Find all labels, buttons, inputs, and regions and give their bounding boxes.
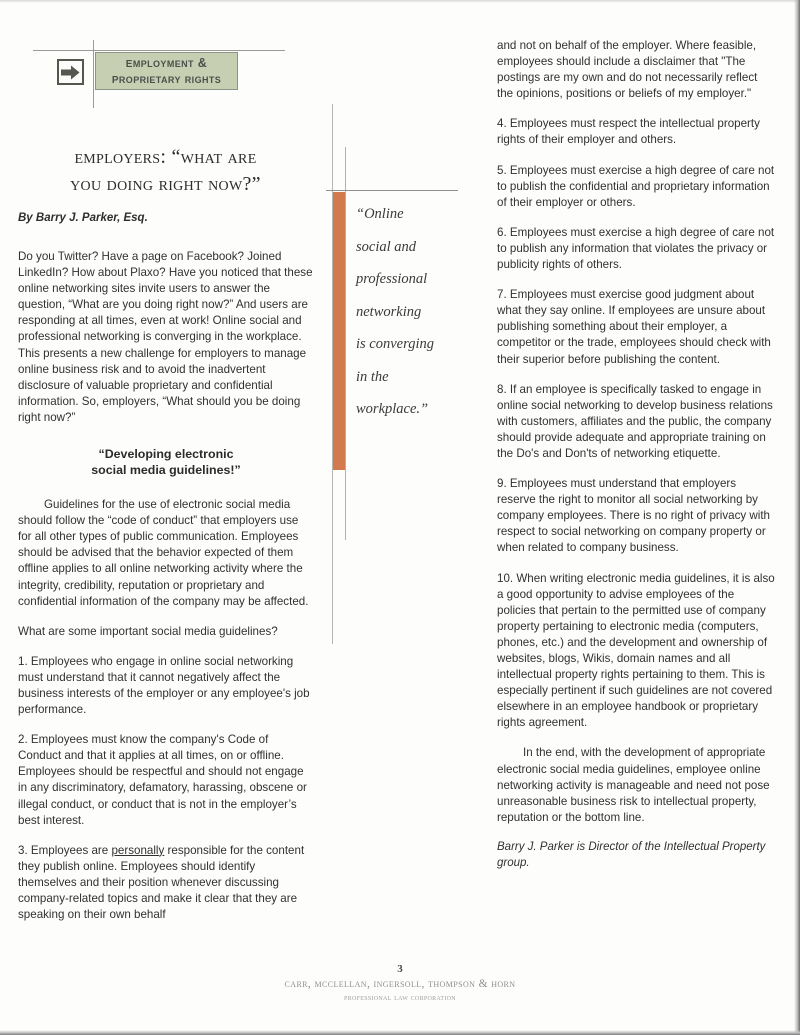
scan-edge-right	[794, 0, 800, 1035]
pull-quote-line: “Online	[356, 206, 404, 222]
firm-subtitle: professional law corporation	[344, 992, 456, 1002]
guideline-item-10: 10. When writing electronic media guidelines, it is also a good opportunity to advise employees of the policies that pertain to the permitted use of company property pertaining to electronic media (computers, phones, etc.) and the development and ownership of websites, blogs, Wikis, domain names and all intellectual property rights pertaining to them. This is especially pertinent if such guidelines are not covered elsewhere in an employee handbook or proprietary rights agreement.	[497, 571, 775, 730]
pull-quote-line: social and	[356, 238, 417, 255]
author-bio: Barry J. Parker is Director of the Intellectual Property group.	[497, 840, 766, 869]
pull-quote-line: is converging	[356, 336, 434, 352]
scan-edge-bottom	[0, 1030, 800, 1035]
scan-edge-top	[0, 0, 800, 3]
right-column	[497, 38, 775, 885]
section-subheading	[18, 446, 314, 478]
guideline-item-6: 6. Employees must exercise a high degree of care not to publish any information that violates the privacy or publicity rights of others.	[497, 225, 775, 272]
section-flag-line-2: proprietary rights	[111, 71, 222, 87]
guideline-item-9: 9. Employees must understand that employers reserve the right to monitor all social networking by company employees. There is no right of privacy with respect to social networking on company property or when related to company business.	[497, 477, 771, 555]
section-flag	[95, 52, 238, 90]
guideline-item-8: 8. If an employee is specifically tasked to engage in online social networking to develop business relations with customers, affiliates and the public, the company should provide adequate and appropriate training on the Do's and Don'ts of networking etiquette.	[497, 382, 773, 460]
guideline-item-1: 1. Employees who engage in online social networking must understand that it cannot negatively affect the business interests of the employer or any employee's job performance.	[18, 654, 310, 717]
guideline-item-5: 5. Employees must exercise a high degree of care not to publish the confidential and proprietary information of their employer or others.	[497, 163, 775, 209]
subheading-line-1: “Developing electronic	[98, 447, 234, 462]
guidelines-question: What are some important social media guidelines?	[18, 624, 278, 638]
right-arrow-icon	[57, 59, 84, 85]
article-byline: By Barry J. Parker, Esq.	[18, 212, 148, 224]
guideline-item-3-continued: and not on behalf of the employer. Where feasible, employees should include a disclaimer that "The postings are my own and do not necessarily reflect the opinions, positions or beliefs of my employer."	[497, 39, 758, 101]
headline-line-2: you doing right now?”	[70, 173, 261, 195]
closing-paragraph: In the end, with the development of appropriate electronic social media guidelines, employee online networking activity is manageable and need not pose unreasonable business risk to intellectual property, reputation or the bottom line.	[497, 746, 770, 824]
header-vertical-rule	[93, 40, 94, 108]
header-horizontal-rule	[33, 50, 285, 51]
guideline-item-4: 4. Employees must respect the intellectual property rights of their employer and others.	[497, 117, 760, 147]
pull-quote-accent-bar	[333, 192, 345, 470]
gutter-rule-short	[345, 147, 346, 540]
section-flag-line-1: employment &	[125, 54, 208, 71]
guideline-item-3-part-2: responsible for the content they publish online. Employees should identify themselves and their position whenever discussing company-related topics and make it clear that they are speaking on their own behalf	[18, 843, 305, 922]
guideline-item-7: 7. Employees must exercise good judgment about what they say online. If employees are unsure about publishing something about their employer, a competitor or the trade, employees should check with their superior before publishing the content.	[497, 288, 771, 366]
pull-quote-line: networking	[356, 303, 422, 320]
subheading-line-2: social media guidelines!”	[91, 463, 241, 478]
guideline-item-3	[18, 843, 314, 923]
left-column	[18, 249, 314, 937]
page-number: 3	[397, 963, 403, 975]
guideline-item-3-part-1: 3. Employees are	[18, 843, 112, 857]
pull-quote-line: workplace.”	[356, 401, 429, 417]
page-footer	[0, 963, 800, 1002]
guideline-item-3-emphasis: personally	[111, 843, 165, 857]
pull-quote-line: in the	[356, 368, 389, 385]
headline-line-1: employers: “what are	[74, 146, 257, 168]
pull-quote-line: professional	[356, 271, 428, 287]
article-headline	[18, 144, 313, 198]
guidelines-paragraph: Guidelines for the use of electronic social media should follow the “code of conduct” that employers use for all other types of public communication. Employees should be advised that the behavior expected of them offline applies to all online networking activity where the integrity, credibility, reputation or proprietary and confidential information of the company may be affected.	[18, 498, 309, 608]
firm-name: carr, mcclellan, ingersoll, thompson & horn	[284, 978, 516, 990]
pull-quote	[356, 198, 460, 426]
intro-paragraph: Do you Twitter? Have a page on Facebook? Joined LinkedIn? How about Plaxo? Have you noticed that these online networking sites invite users to answer the question, “What are you doing right now?” And users are responding at all times, even at work! Online social and professional networking is converging in the workplace. This presents a new challenge for employers to manage online business risk and to avoid the inadvertent disclosure of valuable proprietary and confidential information. So, employers, “What should you be doing right now?”	[18, 250, 313, 424]
pull-quote-top-rule	[326, 190, 458, 191]
guideline-item-2: 2. Employees must know the company's Code of Conduct and that it applies at all times, on or offline. Employees should be respectful and should not engage in any discriminatory, defamatory, harassing, obscene or illegal conduct, or conduct that is not in the employer’s best interest.	[18, 733, 307, 827]
